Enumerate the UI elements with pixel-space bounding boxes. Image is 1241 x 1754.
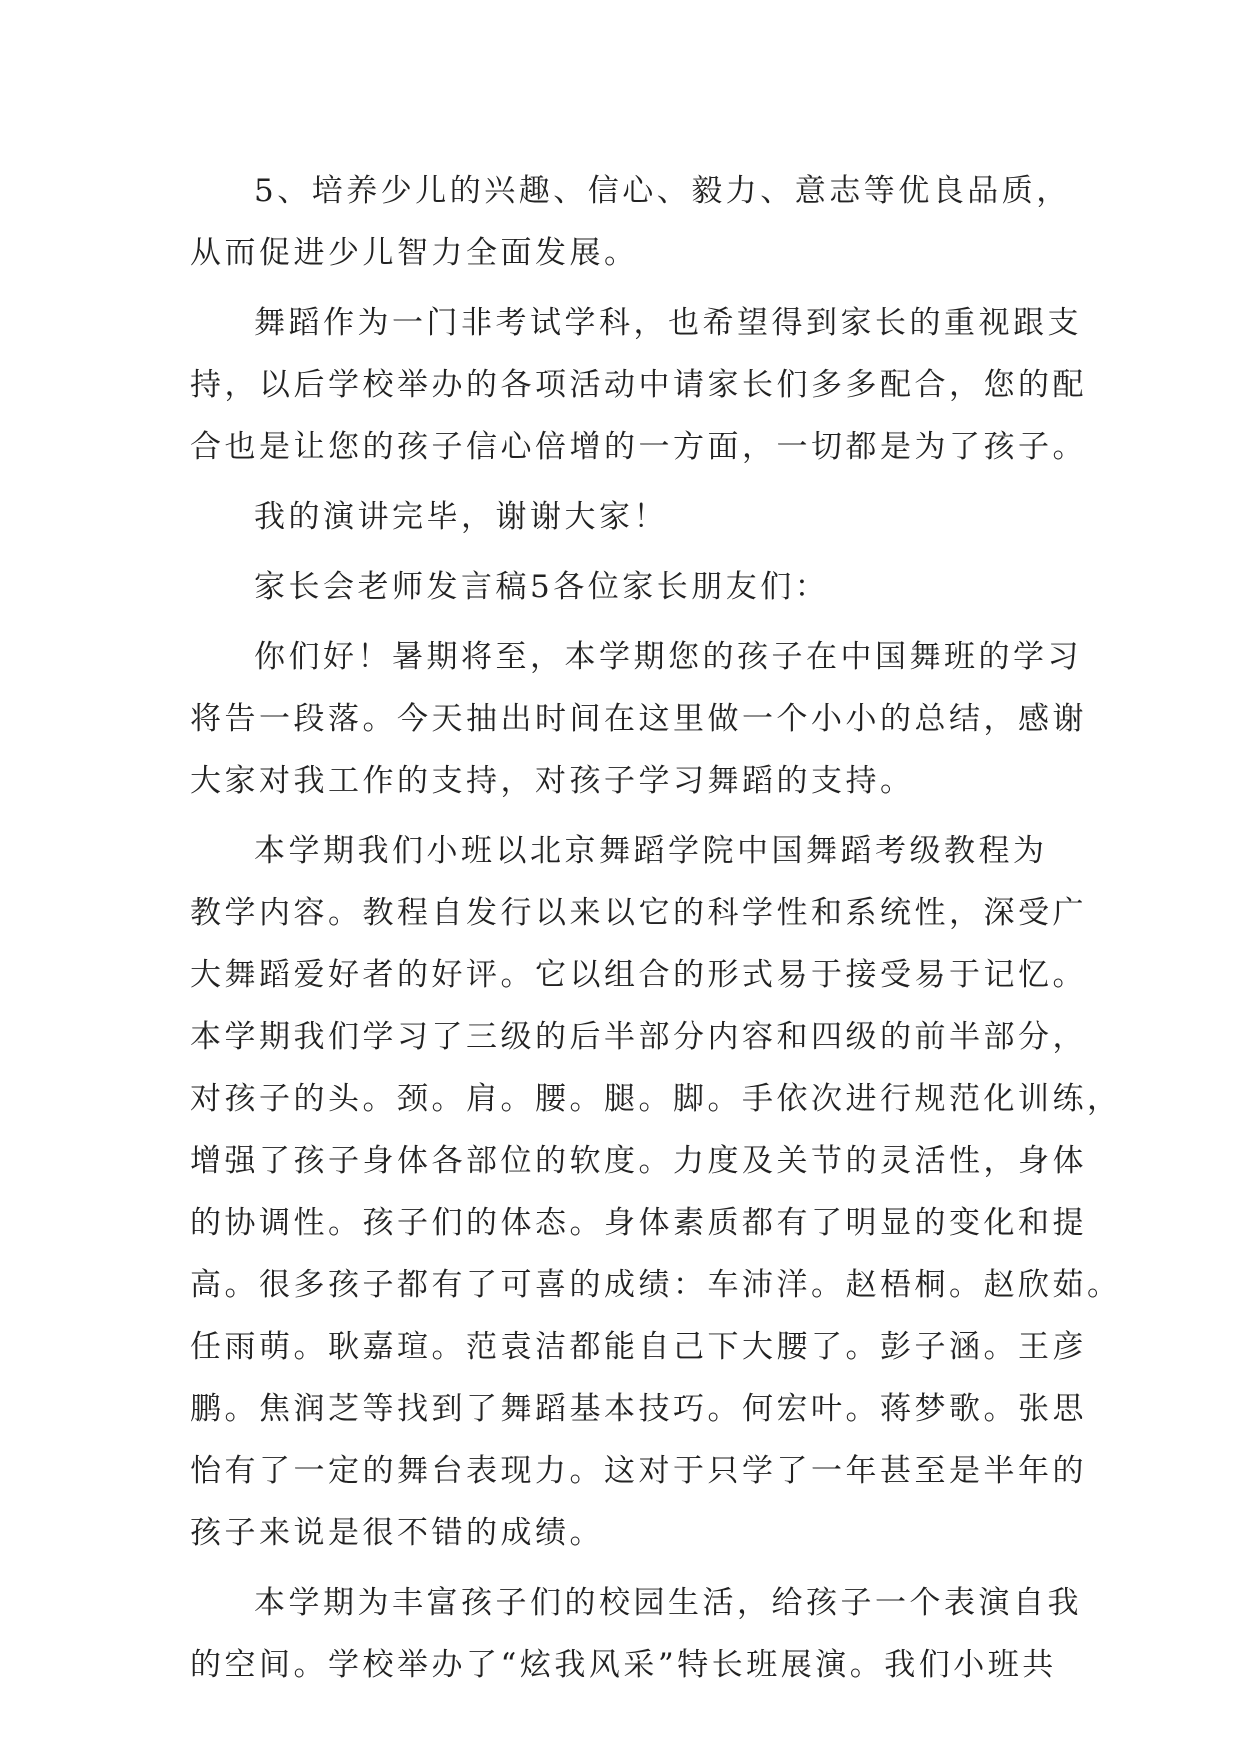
text-line: 大家对我工作的支持，对孩子学习舞蹈的支持。 (190, 763, 915, 799)
text-line: 高。很多孩子都有了可喜的成绩：车沛洋。赵梧桐。赵欣茹。 (190, 1267, 1122, 1303)
text-line: 鹏。焦润芝等找到了舞蹈基本技巧。何宏叶。蒋梦歌。张思 (190, 1391, 1087, 1427)
text-line: 教学内容。教程自发行以来以它的科学性和系统性，深受广 (190, 895, 1087, 931)
text-line: 怡有了一定的舞台表现力。这对于只学了一年甚至是半年的 (190, 1453, 1087, 1489)
text-line: 合也是让您的孩子信心倍增的一方面，一切都是为了孩子。 (190, 429, 1087, 465)
text-line: 本学期为丰富孩子们的校园生活，给孩子一个表演自我 (254, 1585, 1082, 1621)
text-line: 从而促进少儿智力全面发展。 (190, 235, 639, 271)
text-line: 的协调性。孩子们的体态。身体素质都有了明显的变化和提 (190, 1205, 1087, 1241)
document-body (190, 160, 1122, 1696)
text-line: 对孩子的头。颈。肩。腰。腿。脚。手依次进行规范化训练， (190, 1081, 1122, 1117)
text-line: 将告一段落。今天抽出时间在这里做一个小小的总结，感谢 (190, 701, 1087, 737)
text-line: 本学期我们小班以北京舞蹈学院中国舞蹈考级教程为 (254, 833, 1048, 869)
text-line: 持，以后学校举办的各项活动中请家长们多多配合，您的配 (190, 367, 1087, 403)
text-line: 你们好！暑期将至，本学期您的孩子在中国舞班的学习 (254, 639, 1082, 675)
text-line: 家长会老师发言稿5各位家长朋友们： (254, 569, 830, 605)
text-line: 5、培养少儿的兴趣、信心、毅力、意志等优良品质， (254, 173, 1071, 209)
text-line: 本学期我们学习了三级的后半部分内容和四级的前半部分， (190, 1019, 1087, 1055)
text-line: 任雨萌。耿嘉瑄。范袁洁都能自己下大腰了。彭子涵。王彦 (190, 1329, 1087, 1365)
text-line: 孩子来说是很不错的成绩。 (190, 1515, 604, 1551)
text-line: 我的演讲完毕，谢谢大家！ (254, 499, 668, 535)
text-line: 的空间。学校举办了“炫我风采”特长班展演。我们小班共 (190, 1647, 1057, 1683)
text-line: 舞蹈作为一门非考试学科，也希望得到家长的重视跟支 (254, 305, 1082, 341)
text-line: 大舞蹈爱好者的好评。它以组合的形式易于接受易于记忆。 (190, 957, 1087, 993)
text-line: 增强了孩子身体各部位的软度。力度及关节的灵活性，身体 (190, 1143, 1087, 1179)
